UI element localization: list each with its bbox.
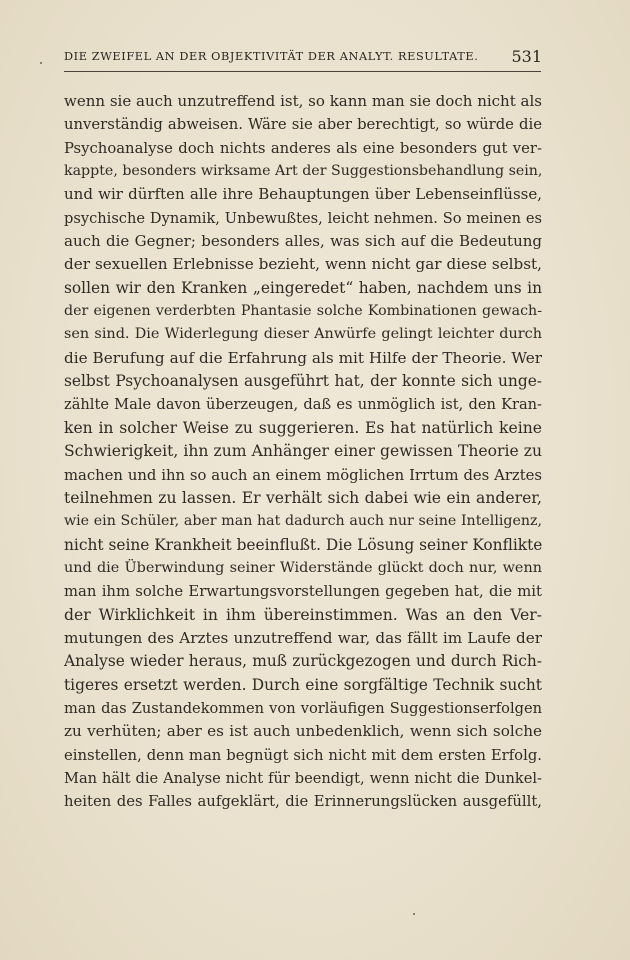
paper-speck bbox=[413, 913, 415, 915]
text-line: heiten des Falles aufgeklärt, die Erinnerungslücken ausgefüllt, bbox=[64, 793, 542, 811]
text-line: sen sind. Die Widerlegung dieser Anwürfe gelingt leichter durch bbox=[64, 326, 542, 343]
text-line: mutungen des Arztes unzutreffend war, das fällt im Laufe der bbox=[64, 628, 542, 647]
text-line: die Berufung auf die Erfahrung als mit Hilfe der Theorie. Wer bbox=[64, 348, 542, 367]
text-line: kappte, besonders wirksame Art der Suggestionsbehandlung sein, bbox=[64, 163, 542, 180]
text-line: teilnehmen zu lassen. Er verhält sich dabei wie ein anderer, bbox=[64, 488, 542, 507]
header-rule bbox=[64, 71, 541, 72]
running-title: DIE ZWEIFEL AN DER OBJEKTIVITÄT DER ANALYT. RESULTATE. bbox=[64, 50, 479, 63]
text-line: sollen wir den Kranken „eingeredet“ haben, nachdem uns in bbox=[64, 278, 542, 297]
text-line: Psychoanalyse doch nichts anderes als eine besonders gut ver- bbox=[64, 139, 542, 157]
text-line: zu verhüten; aber es ist auch unbedenklich, wenn sich solche bbox=[64, 722, 542, 741]
text-line: nicht seine Krankheit beeinflußt. Die Lösung seiner Konflikte bbox=[64, 535, 542, 554]
text-line: der sexuellen Erlebnisse bezieht, wenn nicht gar diese selbst, bbox=[64, 255, 542, 274]
text-line: unverständig abweisen. Wäre sie aber berechtigt, so würde die bbox=[64, 116, 542, 134]
text-line: zählte Male davon überzeugen, daß es unmöglich ist, den Kran- bbox=[64, 396, 542, 414]
page-number: 531 bbox=[511, 47, 542, 66]
text-line: selbst Psychoanalysen ausgeführt hat, der konnte sich unge- bbox=[64, 372, 542, 391]
text-line: auch die Gegner; besonders alles, was sich auf die Bedeutung bbox=[64, 232, 542, 251]
text-line: machen und ihn so auch an einem möglichen Irrtum des Arztes bbox=[64, 466, 542, 484]
text-line: psychische Dynamik, Unbewußtes, leicht nehmen. So meinen es bbox=[64, 209, 542, 227]
text-line: wie ein Schüler, aber man hat dadurch auch nur seine Intelligenz, bbox=[64, 513, 542, 530]
text-line: der Wirklichkeit in ihm übereinstimmen. Was an den Ver- bbox=[64, 605, 542, 624]
text-line: ken in solcher Weise zu suggerieren. Es hat natürlich keine bbox=[64, 418, 542, 437]
text-line: und die Überwindung seiner Widerstände glückt doch nur, wenn bbox=[64, 559, 542, 576]
text-line: Analyse wieder heraus, muß zurückgezogen und durch Rich- bbox=[64, 652, 542, 671]
text-line: Man hält die Analyse nicht für beendigt, wenn nicht die Dunkel- bbox=[64, 769, 542, 787]
text-line: einstellen, denn man begnügt sich nicht mit dem ersten Erfolg. bbox=[64, 746, 542, 764]
text-line: Schwierigkeit, ihn zum Anhänger einer gewissen Theorie zu bbox=[64, 442, 542, 461]
text-line: der eigenen verderbten Phantasie solche Kombinationen gewach- bbox=[64, 303, 542, 320]
text-line: man das Zustandekommen von vorläufigen Suggestionserfolgen bbox=[64, 699, 542, 717]
text-line: tigeres ersetzt werden. Durch eine sorgfältige Technik sucht bbox=[64, 675, 542, 694]
text-line: wenn sie auch unzutreffend ist, so kann man sie doch nicht als bbox=[64, 92, 542, 110]
paper-speck bbox=[40, 62, 42, 64]
text-line: man ihm solche Erwartungsvorstellungen gegeben hat, die mit bbox=[64, 583, 542, 601]
body-text bbox=[64, 90, 542, 814]
text-line: und wir dürften alle ihre Behauptungen über Lebenseinflüsse, bbox=[64, 185, 542, 204]
running-head bbox=[64, 47, 542, 70]
